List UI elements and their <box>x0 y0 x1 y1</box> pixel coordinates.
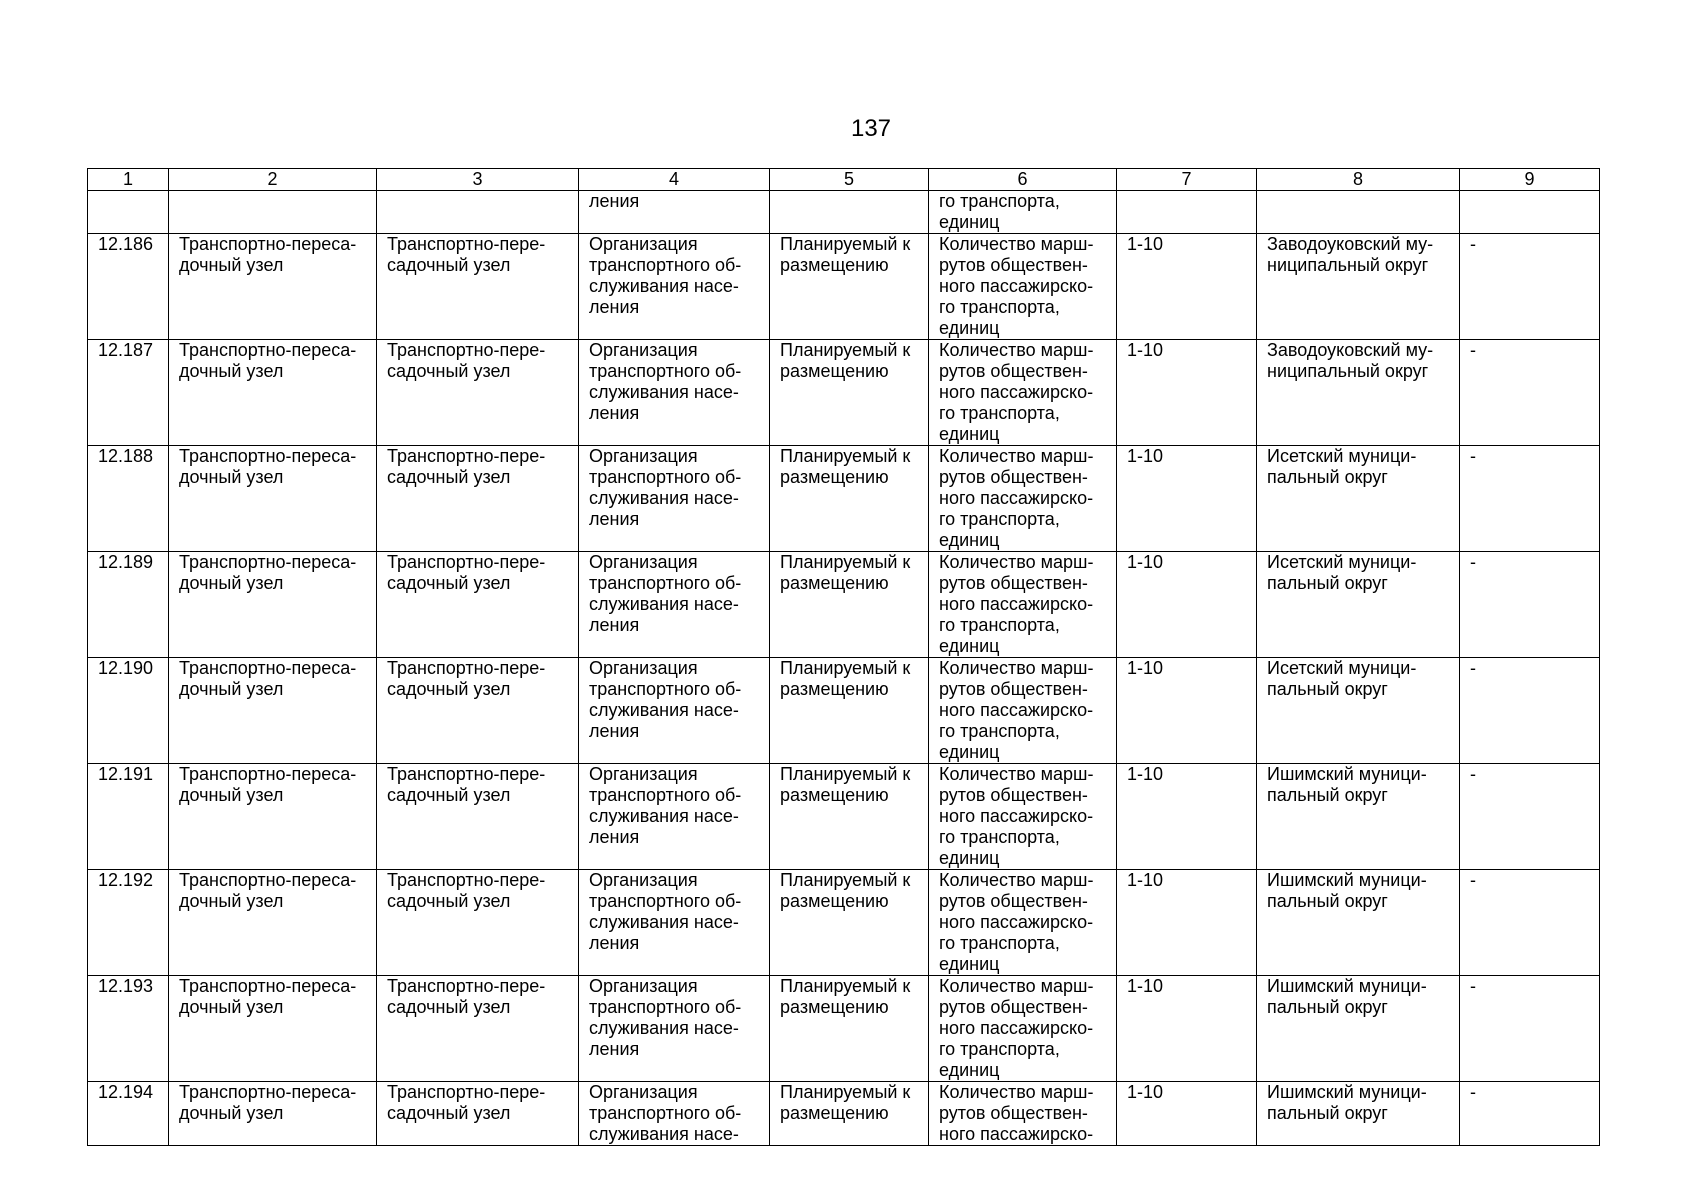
table-cell: Транспортно-переса- дочный узел <box>169 340 377 446</box>
column-header: 4 <box>579 169 770 191</box>
table-cell: Количество марш- рутов обществен- ного пассажирско- го транспорта, единиц <box>929 552 1117 658</box>
table-cell: 1-10 <box>1117 976 1257 1082</box>
table-cell: Исетский муници- пальный округ <box>1257 658 1460 764</box>
table-cell: Организация транспортного об- служивания насе- ления <box>579 340 770 446</box>
table-cell: Транспортно-пере- садочный узел <box>377 446 579 552</box>
row-number-cell: 12.192 <box>88 870 169 976</box>
table-cell: Транспортно-переса- дочный узел <box>169 234 377 340</box>
table-cell: 1-10 <box>1117 446 1257 552</box>
column-header: 9 <box>1460 169 1600 191</box>
table-cell: Планируемый к размещению <box>770 976 929 1082</box>
table-cell: Транспортно-пере- садочный узел <box>377 658 579 764</box>
table-cell: Организация транспортного об- служивания насе- ления <box>579 552 770 658</box>
table-cell: Ишимский муници- пальный округ <box>1257 870 1460 976</box>
table-cell: - <box>1460 870 1600 976</box>
row-number-cell: 12.191 <box>88 764 169 870</box>
table-cell: Планируемый к размещению <box>770 234 929 340</box>
column-number-row <box>88 169 1600 191</box>
table-cell: Организация транспортного об- служивания насе- ления <box>579 764 770 870</box>
table-cell <box>1460 191 1600 234</box>
table-cell: Планируемый к размещению <box>770 658 929 764</box>
table-cell: Транспортно-пере- садочный узел <box>377 1082 579 1146</box>
row-number-cell: 12.190 <box>88 658 169 764</box>
table-cell <box>88 191 169 234</box>
column-header: 1 <box>88 169 169 191</box>
table-cell: Транспортно-переса- дочный узел <box>169 976 377 1082</box>
table-cell: Организация транспортного об- служивания насе- ления <box>579 870 770 976</box>
table-cell: 1-10 <box>1117 764 1257 870</box>
row-number-cell: 12.193 <box>88 976 169 1082</box>
column-header: 6 <box>929 169 1117 191</box>
table-row <box>88 870 1600 976</box>
table-cell: Количество марш- рутов обществен- ного пассажирско- го транспорта, единиц <box>929 446 1117 552</box>
table-cell: - <box>1460 1082 1600 1146</box>
table-cell: Заводоуковский му- ниципальный округ <box>1257 234 1460 340</box>
table-cell: Количество марш- рутов обществен- ного пассажирско- го транспорта, единиц <box>929 658 1117 764</box>
table-cell: Транспортно-пере- садочный узел <box>377 552 579 658</box>
table-row <box>88 446 1600 552</box>
row-number-cell: 12.186 <box>88 234 169 340</box>
table-cell: Организация транспортного об- служивания насе- ления <box>579 658 770 764</box>
table-cell: Количество марш- рутов обществен- ного пассажирско- го транспорта, единиц <box>929 764 1117 870</box>
table-cell: - <box>1460 658 1600 764</box>
table-cell: Ишимский муници- пальный округ <box>1257 1082 1460 1146</box>
table-cell: Организация транспортного об- служивания насе- <box>579 1082 770 1146</box>
table-cell: - <box>1460 976 1600 1082</box>
table-cell <box>169 191 377 234</box>
table-cell: Количество марш- рутов обществен- ного пассажирско- <box>929 1082 1117 1146</box>
table-cell: Организация транспортного об- служивания насе- ления <box>579 446 770 552</box>
table-cell: - <box>1460 552 1600 658</box>
table-cell: Планируемый к размещению <box>770 1082 929 1146</box>
table-cell: Планируемый к размещению <box>770 764 929 870</box>
table-cell: Организация транспортного об- служивания насе- ления <box>579 234 770 340</box>
table-cell: Планируемый к размещению <box>770 870 929 976</box>
table-cell: Планируемый к размещению <box>770 340 929 446</box>
table-cell: Количество марш- рутов обществен- ного пассажирско- го транспорта, единиц <box>929 976 1117 1082</box>
row-number-cell: 12.187 <box>88 340 169 446</box>
table-row <box>88 658 1600 764</box>
row-number-cell: 12.194 <box>88 1082 169 1146</box>
table-row <box>88 234 1600 340</box>
table-row <box>88 976 1600 1082</box>
table-cell: Транспортно-пере- садочный узел <box>377 976 579 1082</box>
table-cell: 1-10 <box>1117 658 1257 764</box>
table-cell: Транспортно-переса- дочный узел <box>169 870 377 976</box>
table-cell: Количество марш- рутов обществен- ного пассажирско- го транспорта, единиц <box>929 340 1117 446</box>
table-cell: Ишимский муници- пальный округ <box>1257 976 1460 1082</box>
table-cell: - <box>1460 340 1600 446</box>
table-row <box>88 552 1600 658</box>
column-header: 2 <box>169 169 377 191</box>
table-cell: Организация транспортного об- служивания насе- ления <box>579 976 770 1082</box>
table-cell: го транспорта, единиц <box>929 191 1117 234</box>
table-cell: Ишимский муници- пальный округ <box>1257 764 1460 870</box>
table-cell: Транспортно-переса- дочный узел <box>169 658 377 764</box>
table-cell: Количество марш- рутов обществен- ного пассажирско- го транспорта, единиц <box>929 870 1117 976</box>
table-cell: Заводоуковский му- ниципальный округ <box>1257 340 1460 446</box>
table-cell: - <box>1460 234 1600 340</box>
table-cell: Транспортно-переса- дочный узел <box>169 552 377 658</box>
column-header: 8 <box>1257 169 1460 191</box>
table-row <box>88 340 1600 446</box>
table-cell: Исетский муници- пальный округ <box>1257 446 1460 552</box>
column-header: 3 <box>377 169 579 191</box>
table-cell: Транспортно-пере- садочный узел <box>377 340 579 446</box>
table-cell: 1-10 <box>1117 870 1257 976</box>
table-cell: 1-10 <box>1117 234 1257 340</box>
table-cell: Транспортно-переса- дочный узел <box>169 764 377 870</box>
column-header: 7 <box>1117 169 1257 191</box>
table-cell: Транспортно-переса- дочный узел <box>169 446 377 552</box>
table-cell: - <box>1460 446 1600 552</box>
table-cell: Транспортно-пере- садочный узел <box>377 234 579 340</box>
table-row <box>88 764 1600 870</box>
table-cell: Планируемый к размещению <box>770 552 929 658</box>
table-cell <box>1257 191 1460 234</box>
table-cell: Исетский муници- пальный округ <box>1257 552 1460 658</box>
table-cell: 1-10 <box>1117 340 1257 446</box>
table-cell <box>377 191 579 234</box>
row-number-cell: 12.189 <box>88 552 169 658</box>
table-cell: Транспортно-пере- садочный узел <box>377 764 579 870</box>
column-header: 5 <box>770 169 929 191</box>
table-cell <box>1117 191 1257 234</box>
table-cell: 1-10 <box>1117 1082 1257 1146</box>
table-cell: Количество марш- рутов обществен- ного пассажирско- го транспорта, единиц <box>929 234 1117 340</box>
table-cell: ления <box>579 191 770 234</box>
table-cell: - <box>1460 764 1600 870</box>
table-cell <box>770 191 929 234</box>
table-cell: Транспортно-переса- дочный узел <box>169 1082 377 1146</box>
table-cell: 1-10 <box>1117 552 1257 658</box>
continuation-row <box>88 191 1600 234</box>
table-cell: Транспортно-пере- садочный узел <box>377 870 579 976</box>
data-table <box>87 168 1600 1146</box>
row-number-cell: 12.188 <box>88 446 169 552</box>
page-number: 137 <box>850 115 892 142</box>
table-cell: Планируемый к размещению <box>770 446 929 552</box>
table-row <box>88 1082 1600 1146</box>
